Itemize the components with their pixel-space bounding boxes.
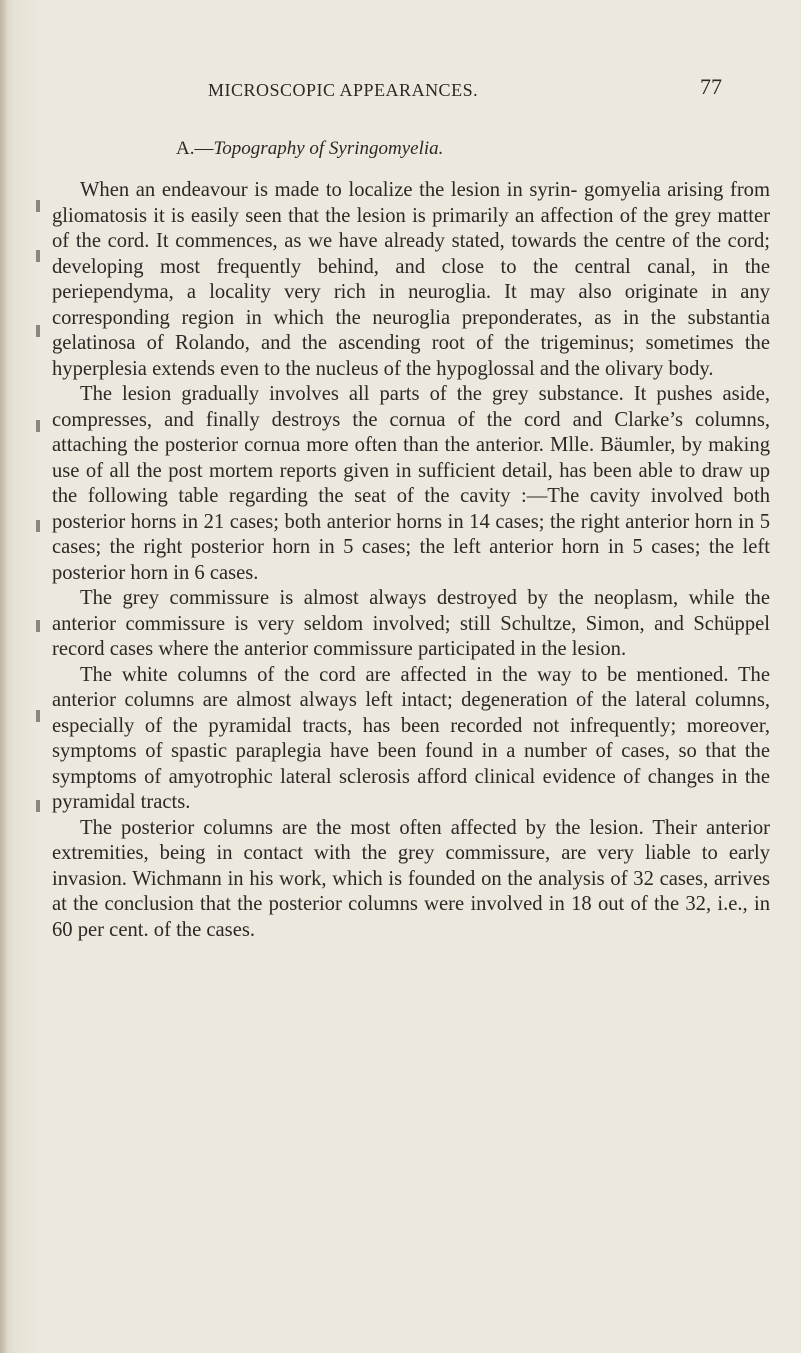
running-head: MICROSCOPIC APPEARANCES. <box>208 80 479 100</box>
section-prefix: A. <box>176 138 195 159</box>
section-title: Topography of Syringomyelia. <box>213 138 444 159</box>
gutter-shadow <box>0 0 8 1353</box>
page-number: 77 <box>700 74 722 99</box>
paragraph-white-columns: The white columns of the cord are affected in the way to be mentioned. The anterior columns are almost always left intact; degeneration of the lateral columns, especially of the pyramidal tracts, has been recorded not infrequently; moreover, symptoms of spastic paraplegia have been found in a number of cases, so that the symptoms of amyotrophic lateral sclerosis afford clinical evidence of changes in the pyramidal tracts. <box>52 663 770 813</box>
paragraph-grey-substance: The lesion gradually involves all parts of the grey substance. It pushes aside, compresses, and finally destroys the cornua of the cord and Clarke’s columns, attaching the posterior cornua more often than the anterior. Mlle. Bäumler, by making use of all the post mortem reports given in sufficient detail, has been able to draw up the following table regarding the seat of the cavity :—The cavity involved both posterior horns in 21 cases; both anterior horns in 14 cases; the right anterior horn in 5 cases; the right posterior horn in 5 cases; the left anterior horn in 5 cases; the left posterior horn in 6 cases. <box>52 383 770 584</box>
section-dash: — <box>194 138 214 159</box>
paragraph-grey-commissure: The grey commissure is almost always destroyed by the neoplasm, while the anterior commissure is very seldom involved; still Schultze, Simon, and Schüppel record cases where the anterior commissure participated in the lesion. <box>52 587 770 660</box>
section-heading <box>176 138 443 160</box>
binding-edge-marks <box>36 190 46 850</box>
body-text <box>52 178 770 943</box>
paragraph-localization: When an endeavour is made to localize the lesion in syrin- gomyelia arising from gliomatosis it is easily seen that the lesion is primarily an affection of the grey matter of the cord. It commences, as we have already stated, towards the centre of the cord; developing most frequently behind, and close to the central canal, in the periependyma, a locality very rich in neuroglia. It may also originate in any corresponding region in which the neuroglia preponderates, as in the substantia gelatinosa of Rolando, and the ascending root of the trigeminus; sometimes the hyperplesia extends even to the nucleus of the hypoglossal and the olivary body. <box>52 179 770 380</box>
paragraph-posterior-columns: The posterior columns are the most often affected by the lesion. Their anterior extremities, being in contact with the grey commissure, are very liable to early invasion. Wichmann in his work, which is founded on the analysis of 32 cases, arrives at the conclusion that the posterior columns were involved in 18 out of the 32, i.e., in 60 per cent. of the cases. <box>52 816 770 941</box>
